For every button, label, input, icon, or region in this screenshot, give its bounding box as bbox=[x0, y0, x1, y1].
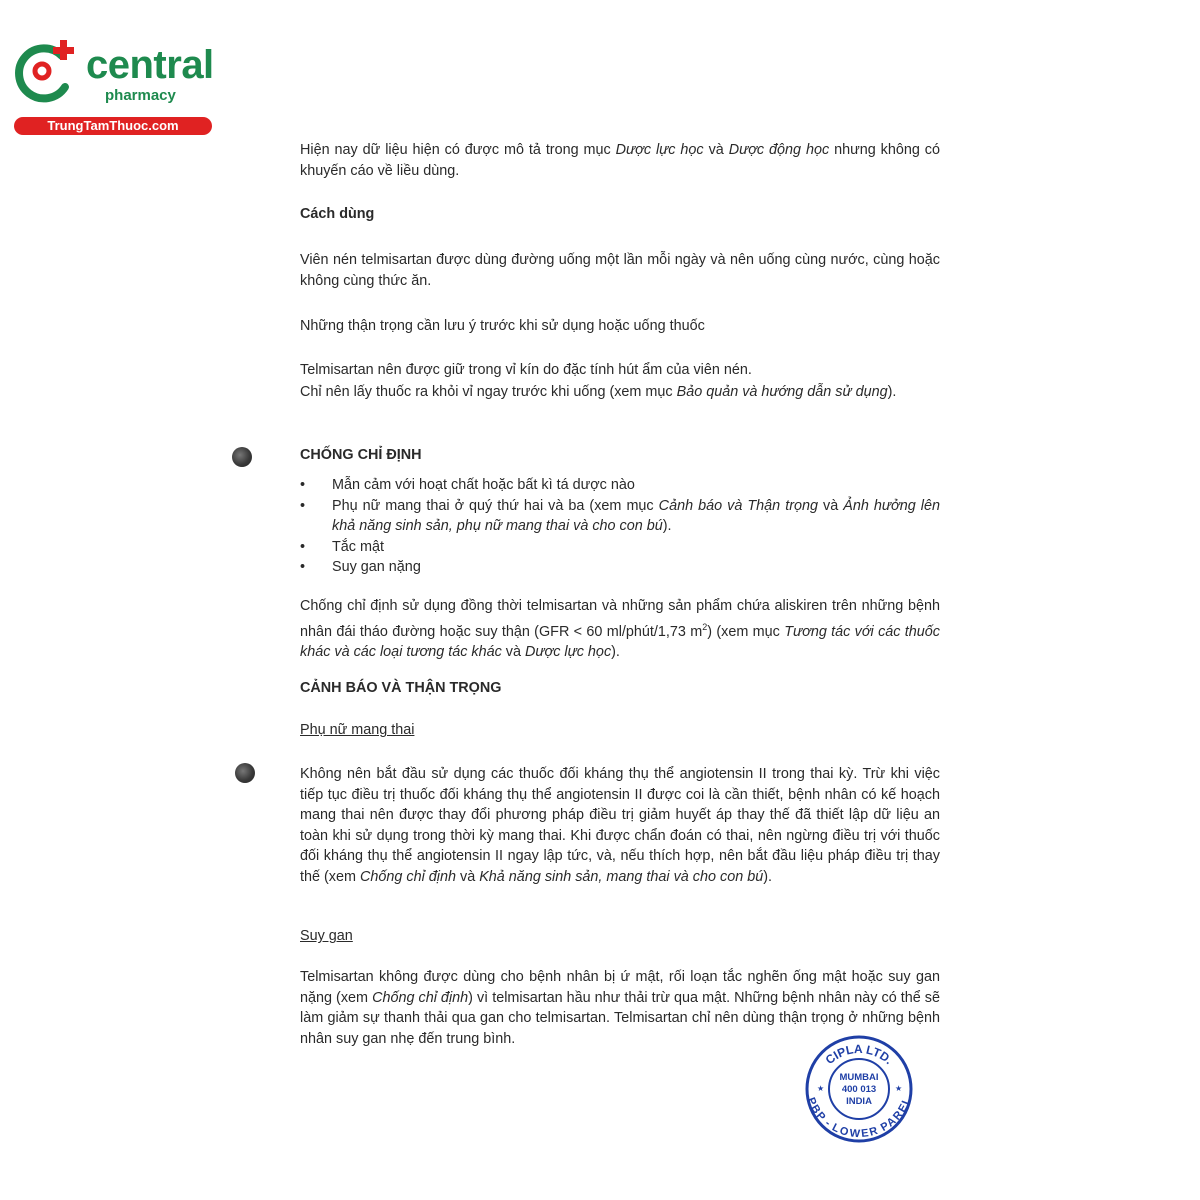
precaution-line-2: Chỉ nên lấy thuốc ra khỏi vỉ ngay trước khi uống (xem mục Bảo quản và hướng dẫn sử dụng). bbox=[300, 384, 897, 401]
intro-paragraph: Hiện nay dữ liệu hiện có được mô tả trong mục Dược lực học và Dược động học nhưng không có khuyến cáo về liều dùng. bbox=[300, 142, 940, 179]
svg-text:CIPLA LTD. bbox=[823, 1042, 896, 1067]
section-heading-cach-dung: Cách dùng bbox=[300, 206, 375, 223]
pregnancy-paragraph: Không nên bắt đầu sử dụng các thuốc đối kháng thụ thể angiotensin II trong thai kỳ. Trừ khi việc tiếp tục điều trị thuốc đối kháng thụ thể angiotensin II được coi là cần thiết, bệnh nhân có kế hoạch mang thai nên được thay đổi phương pháp điều trị giảm huyết áp thay thế đã thiết lập dữ liệu an toàn khi sử dụng trong thời kỳ mang thai. Khi được chẩn đoán có thai, nên ngừng điều trị với thuốc đối kháng thụ thể angiotensin II ngay lập tức, và, nếu thích hợp, nên bắt đầu liệu pháp điều trị thay thế (xem Chống chỉ định và Khả năng sinh sản, mang thai và cho con bú). bbox=[300, 766, 940, 885]
contraindication-list bbox=[300, 475, 940, 578]
stamp-star-icon: ★ bbox=[895, 1084, 903, 1093]
stamp-country: INDIA bbox=[846, 1096, 872, 1107]
logo-mark-icon bbox=[10, 38, 80, 108]
stamp-top-text: CIPLA LTD. bbox=[822, 1041, 896, 1068]
brand-logo[interactable] bbox=[10, 38, 215, 138]
liver-paragraph: Telmisartan không được dùng cho bệnh nhân bị ứ mật, rối loạn tắc nghẽn ống mật hoặc suy gan nặng (xem Chống chỉ định) vì telmisartan hầu như thải trừ qua mật. Những bệnh nhân này có thể sẽ làm giảm sự thanh thải qua gan cho telmisartan. Telmisartan chỉ nên dùng thận trọng ở những bệnh nhân suy gan nhẹ đến trung bình. bbox=[300, 969, 940, 1047]
section-heading-warnings: CẢNH BÁO VÀ THẬN TRỌNG bbox=[300, 680, 502, 697]
list-item: • Suy gan nặng bbox=[300, 557, 940, 578]
brand-subtitle: pharmacy bbox=[105, 87, 176, 104]
cach-dung-paragraph: Viên nén telmisartan được dùng đường uống một lần mỗi ngày và nên uống cùng nước, cùng hoặc không cùng thức ăn. bbox=[300, 252, 940, 289]
section-heading-contraindications: CHỐNG CHỈ ĐỊNH bbox=[300, 447, 422, 464]
subheading-pregnancy: Phụ nữ mang thai bbox=[300, 722, 415, 739]
stamp-bottom-text: PBP - LOWER PAREL bbox=[804, 1095, 914, 1141]
punch-hole bbox=[235, 763, 255, 783]
list-item: • Mẫn cảm với hoạt chất hoặc bất kì tá dược nào bbox=[300, 475, 940, 496]
precaution-title: Những thận trọng cần lưu ý trước khi sử dụng hoặc uống thuốc bbox=[300, 318, 705, 335]
company-stamp bbox=[803, 1033, 915, 1145]
precaution-line-1: Telmisartan nên được giữ trong vỉ kín do đặc tính hút ẩm của viên nén. bbox=[300, 362, 752, 379]
subheading-liver: Suy gan bbox=[300, 928, 353, 945]
punch-hole bbox=[232, 447, 252, 467]
list-item: • Tắc mật bbox=[300, 537, 940, 558]
stamp-star-icon: ★ bbox=[817, 1084, 825, 1093]
stamp-city: MUMBAI bbox=[839, 1072, 879, 1083]
list-item: • Phụ nữ mang thai ở quý thứ hai và ba (xem mục Cảnh báo và Thận trọng và Ảnh hưởng lên khả năng sinh sản, phụ nữ mang thai và cho con bú). bbox=[300, 496, 940, 537]
brand-name: central bbox=[86, 43, 214, 87]
brand-url[interactable]: TrungTamThuoc.com bbox=[14, 117, 212, 135]
stamp-code: 400 013 bbox=[841, 1084, 877, 1095]
contraindication-paragraph: Chống chỉ định sử dụng đồng thời telmisartan và những sản phẩm chứa aliskiren trên những bệnh nhân đái tháo đường hoặc suy thận (GFR < 60 ml/phút/1,73 $m^2$) (xem mục Tương tác với các thuốc khác và các loại tương tác khác và Dược lực học). bbox=[300, 598, 941, 661]
